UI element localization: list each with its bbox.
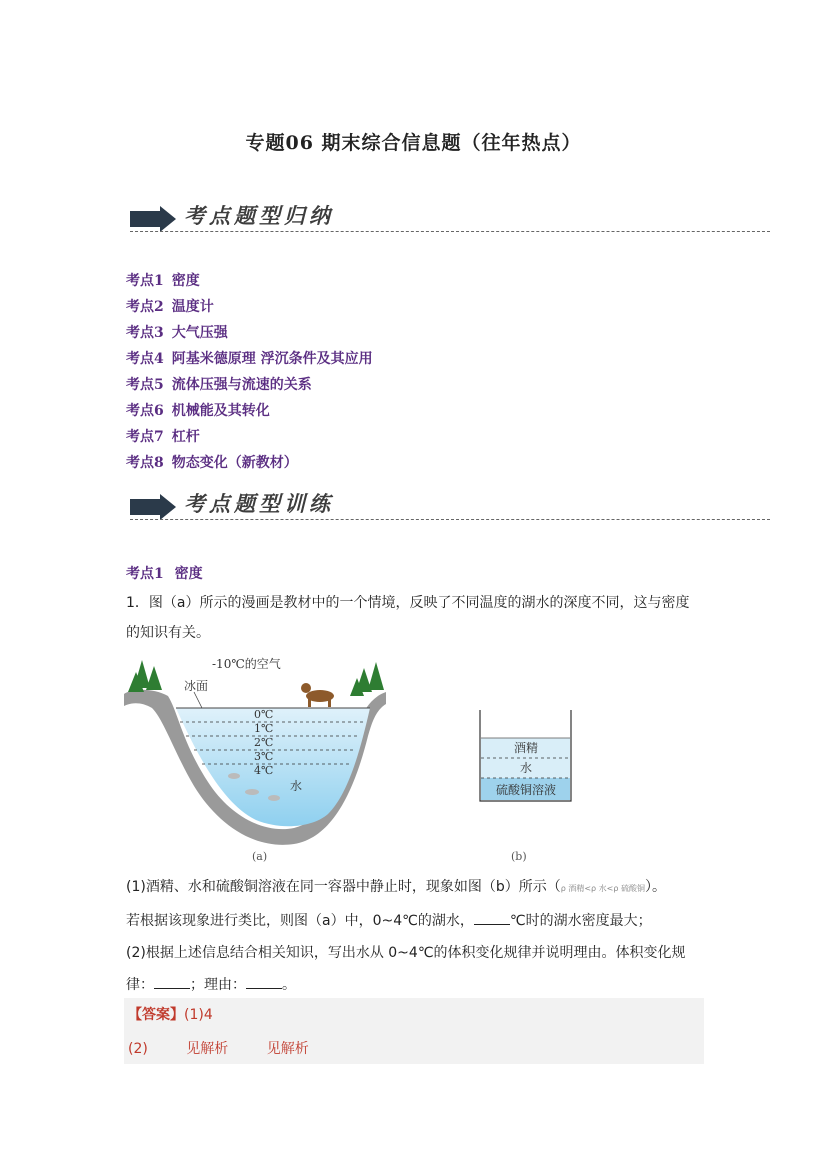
tree-icon bbox=[350, 662, 384, 696]
question-stem bbox=[126, 588, 706, 648]
answer-blank[interactable] bbox=[246, 974, 282, 989]
part-1-text: 若根据该现象进行类比，则图（a）中，0~4℃的湖水， bbox=[126, 913, 474, 929]
density-relation: ρ 酒精<ρ 水<ρ 硫酸铜 bbox=[560, 884, 645, 893]
tree-icon bbox=[128, 660, 162, 692]
topic-item bbox=[126, 372, 373, 398]
answer-2-volume: 见解析 bbox=[186, 1041, 229, 1057]
topic-key: 考点2 bbox=[126, 299, 164, 315]
layer-label: 1℃ bbox=[254, 722, 274, 735]
section-heading bbox=[126, 563, 203, 583]
answer-1: (1)4 bbox=[184, 1007, 213, 1023]
banner-summary-label: 考点题型归纳 bbox=[184, 203, 334, 228]
part-1-line-2 bbox=[126, 905, 706, 937]
topic-key: 考点3 bbox=[126, 325, 164, 341]
arrow-icon bbox=[130, 206, 178, 232]
topic-title: 杠杆 bbox=[171, 429, 200, 445]
section-key: 考点1 bbox=[126, 566, 164, 582]
layer-label: 3℃ bbox=[254, 750, 274, 763]
ice-label: 冰面 bbox=[184, 679, 209, 693]
topic-list bbox=[126, 268, 373, 476]
answer-line-2 bbox=[128, 1038, 309, 1058]
answer-2-reason: 见解析 bbox=[266, 1041, 309, 1057]
part-1-text: ℃时的湖水密度最大； bbox=[509, 913, 652, 929]
topic-key: 考点1 bbox=[126, 273, 164, 289]
banner-summary bbox=[130, 200, 770, 240]
beaker-label-alcohol: 酒精 bbox=[513, 741, 539, 755]
figure bbox=[124, 652, 584, 867]
answer-line-1 bbox=[128, 1004, 213, 1024]
topic-title: 温度计 bbox=[171, 299, 214, 315]
banner-training bbox=[130, 488, 770, 528]
beaker-label-copper-sulfate: 硫酸铜溶液 bbox=[495, 783, 557, 797]
topic-title: 机械能及其转化 bbox=[171, 403, 270, 419]
topic-item bbox=[126, 346, 373, 372]
banner-rule bbox=[130, 231, 770, 232]
layer-label: 2℃ bbox=[254, 736, 274, 749]
part-2-text: ；理由： bbox=[190, 977, 246, 993]
topic-key: 考点4 bbox=[126, 351, 164, 367]
answer-2-number: (2) bbox=[128, 1041, 148, 1057]
topic-title: 大气压强 bbox=[171, 325, 228, 341]
banner-rule bbox=[130, 519, 770, 520]
caption-a: (a) bbox=[252, 850, 268, 863]
topic-key: 考点8 bbox=[126, 455, 164, 471]
topic-item bbox=[126, 424, 373, 450]
air-label: -10℃的空气 bbox=[212, 657, 281, 671]
part-1-text: (1)酒精、水和硫酸铜溶液在同一容器中静止时，现象如图（b）所示（ bbox=[126, 879, 561, 895]
topic-item bbox=[126, 294, 373, 320]
topic-title: 密度 bbox=[171, 273, 200, 289]
section-topic: 密度 bbox=[174, 566, 203, 582]
answer-blank[interactable] bbox=[474, 910, 510, 925]
stem-line-2: 的知识有关。 bbox=[126, 625, 210, 641]
topic-item bbox=[126, 320, 373, 346]
answer-blank[interactable] bbox=[154, 974, 190, 989]
water-label: 水 bbox=[290, 779, 303, 793]
page-title: 专题06 期末综合信息题（往年热点） bbox=[245, 132, 582, 154]
stem-line-1: 1．图（a）所示的漫画是教材中的一个情境，反映了不同温度的湖水的深度不同，这与密度 bbox=[126, 595, 690, 611]
topic-title: 阿基米德原理 浮沉条件及其应用 bbox=[171, 351, 373, 367]
banner-training-label: 考点题型训练 bbox=[184, 491, 334, 516]
arrow-icon bbox=[130, 494, 178, 520]
dog-icon bbox=[301, 683, 334, 707]
topic-title: 物态变化（新教材） bbox=[171, 455, 298, 471]
part-2-line-1: (2)根据上述信息结合相关知识，写出水从 0~4℃的体积变化规律并说明理由。体积变化规 bbox=[126, 945, 686, 961]
topic-title: 流体压强与流速的关系 bbox=[171, 377, 312, 393]
part-2-line-2 bbox=[126, 969, 706, 1001]
topic-key: 考点6 bbox=[126, 403, 164, 419]
layer-label: 0℃ bbox=[254, 708, 274, 721]
question-parts bbox=[126, 871, 706, 1001]
topic-key: 考点5 bbox=[126, 377, 164, 393]
topic-item bbox=[126, 398, 373, 424]
layer-label: 4℃ bbox=[254, 764, 274, 777]
part-2-text: 律： bbox=[126, 977, 154, 993]
topic-item bbox=[126, 450, 373, 476]
topic-item bbox=[126, 268, 373, 294]
part-1-text: ）。 bbox=[645, 879, 666, 895]
part-1-line-1 bbox=[126, 871, 706, 905]
topic-key: 考点7 bbox=[126, 429, 164, 445]
part-2-text: 。 bbox=[282, 977, 296, 993]
caption-b: (b) bbox=[511, 850, 527, 863]
answer-box bbox=[124, 998, 704, 1064]
answer-tag: 【答案】 bbox=[128, 1007, 184, 1023]
beaker-label-water: 水 bbox=[519, 761, 533, 775]
